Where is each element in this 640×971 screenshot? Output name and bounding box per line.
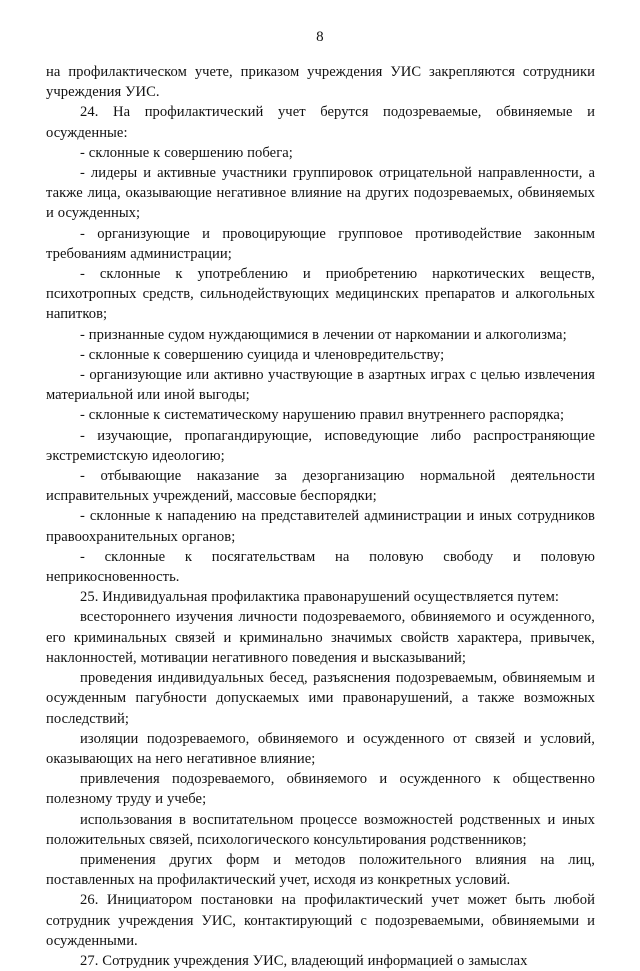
paragraph-25: 25. Индивидуальная профилактика правонарушений осуществляется путем: [80, 589, 559, 606]
list-item-24-9: - изучающие, пропагандирующие, исповедующие либо распространяющие экстремистскую идеологию; [46, 427, 595, 464]
list-item-24-11: - склонные к нападению на представителей администрации и иных сотрудников правоохранительных органов; [46, 508, 595, 545]
list-item-25-2: проведения индивидуальных бесед, разъяснения подозреваемым, обвиняемым и осужденным пагубности допускаемых ими правонарушений, а также возможных последствий; [46, 670, 595, 727]
list-item-25-5: использования в воспитательном процессе возможностей родственных и иных положительных связей, психологического консультирования родственников; [46, 811, 595, 848]
document-body [46, 62, 595, 971]
list-item-25-4: привлечения подозреваемого, обвиняемого и осужденного к общественно полезному труду и учебе; [46, 771, 595, 808]
list-item-25-6: применения других форм и методов положительного влияния на лиц, поставленных на профилактический учет, исходя из конкретных условий. [46, 851, 595, 889]
list-item-24-6: - склонные к совершению суицида и членовредительству; [80, 346, 445, 363]
list-item-24-3: - организующие и провоцирующие групповое противодействие законным требованиям администрации; [46, 225, 595, 262]
list-item-25-3: изоляции подозреваемого, обвиняемого и осужденного от связей и условий, оказывающих на него негативное влияние; [46, 730, 595, 767]
list-item-24-4: - склонные к употреблению и приобретению наркотических веществ, психотропных средств, сильнодействующих медицинских препаратов и алкогольных напитков; [46, 266, 595, 323]
list-item-24-5: - признанные судом нуждающимися в лечении от наркомании и алкоголизма; [80, 326, 567, 343]
list-item-25-1: всестороннего изучения личности подозреваемого, обвиняемого и осужденного, его криминальных связей и криминально значимых свойств характера, привычек, наклонностей, мотивации негативного поведения и высказываний; [46, 609, 595, 666]
page-number: 8 [316, 29, 324, 45]
list-item-24-8: - склонные к систематическому нарушению правил внутреннего распорядка; [80, 407, 565, 424]
paragraph-26: 26. Инициатором постановки на профилактический учет может быть любой сотрудник учреждения УИС, контактирующий с подозреваемыми, обвиняемыми и осужденными. [46, 892, 595, 949]
list-item-24-7: - организующие или активно участвующие в азартных играх с целью извлечения материальной или иной выгоды; [46, 367, 595, 404]
list-item-24-2: - лидеры и активные участники группировок отрицательной направленности, а также лица, оказывающие негативное влияние на других подозреваемых, обвиняемых и осужденных; [46, 165, 595, 222]
paragraph-27: 27. Сотрудник учреждения УИС, владеющий информацией о замыслах [80, 952, 528, 969]
list-item-24-10: - отбывающие наказание за дезорганизацию нормальной деятельности исправительных учреждений, массовые беспорядки; [46, 468, 595, 505]
paragraph-continued-23: на профилактическом учете, приказом учреждения УИС закрепляются сотрудники учреждения УИС. [46, 64, 595, 101]
list-item-24-12: - склонные к посягательствам на половую свободу и половую неприкосновенность. [46, 548, 595, 586]
list-item-24-1: - склонные к совершению побега; [80, 144, 293, 161]
paragraph-24: 24. На профилактический учет берутся подозреваемые, обвиняемые и осужденные: [46, 104, 595, 141]
